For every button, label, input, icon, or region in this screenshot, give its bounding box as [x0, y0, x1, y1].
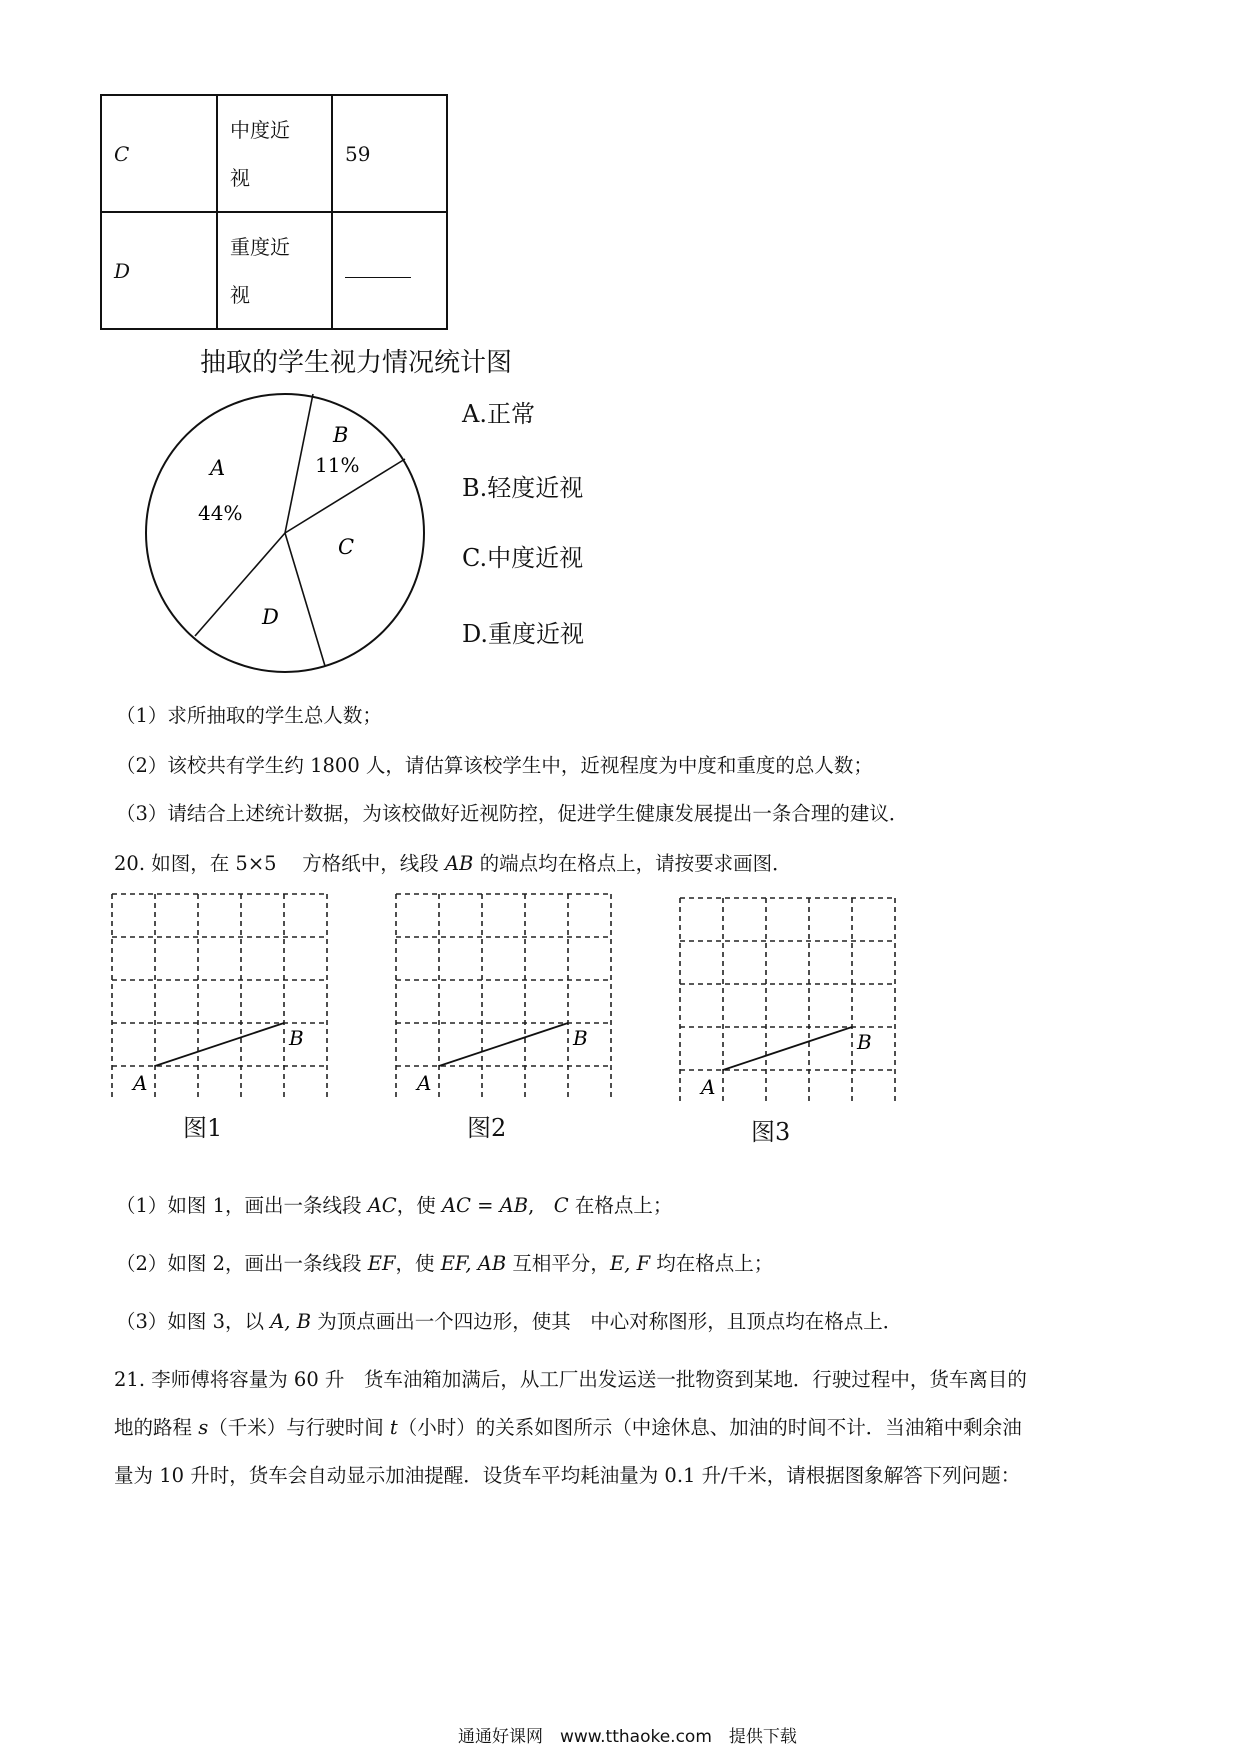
- slice-label-b: B: [333, 423, 349, 447]
- point-label-a: A: [133, 1071, 148, 1095]
- vision-table: [100, 94, 448, 330]
- text: ，使: [396, 1194, 442, 1217]
- q19-sub3: （3）请结合上述统计数据，为该校做好近视防控，促进学生健康发展提出一条合理的建议．: [116, 802, 909, 825]
- group-cell: C: [101, 95, 217, 212]
- math: AC: [367, 1194, 397, 1217]
- text: ,: [528, 1194, 554, 1217]
- math: AC = AB: [441, 1194, 529, 1217]
- slice-label-d: D: [262, 605, 279, 629]
- level-line: 中度近: [230, 117, 290, 142]
- slice-label-a: A: [210, 456, 226, 480]
- math: E, F: [609, 1252, 651, 1275]
- group-cell: D: [101, 212, 217, 329]
- legend-item-c: C.中度近视: [462, 544, 584, 572]
- level-line: 视: [230, 282, 250, 307]
- q21-line2: [114, 1412, 1022, 1440]
- legend-item-a: A.正常: [462, 400, 535, 428]
- text: （1）如图 1，画出一条线段: [116, 1194, 368, 1217]
- math: C: [553, 1194, 569, 1217]
- math: A, B: [270, 1310, 312, 1333]
- level-line: 视: [230, 165, 250, 190]
- text: ，使: [395, 1252, 441, 1275]
- legend-item-b: B.轻度近视: [462, 474, 584, 502]
- legend-item-d: D.重度近视: [462, 620, 585, 648]
- segment-ab: [155, 1023, 284, 1066]
- text: 互相平分，: [506, 1252, 610, 1275]
- q19-sub1: （1）求所抽取的学生总人数；: [116, 704, 382, 727]
- text: 在格点上；: [568, 1194, 673, 1217]
- chart-title: 抽取的学生视力情况统计图: [200, 348, 513, 378]
- point-label-b: B: [573, 1026, 588, 1050]
- point-label-b: B: [289, 1026, 304, 1050]
- q21-line3: 量为 10 升时，货车会自动显示加油提醒．设货车平均耗油量为 0.1 升/千米，请根据图象解答下列问题：: [114, 1464, 1021, 1487]
- text: （2）如图 2，画出一条线段: [116, 1252, 368, 1275]
- math: t: [389, 1416, 398, 1439]
- text: 均在格点上；: [650, 1252, 774, 1275]
- table-row: [101, 212, 447, 329]
- segment-ab: [723, 1027, 852, 1070]
- math: EF: [367, 1252, 396, 1275]
- text: 地的路程: [114, 1416, 199, 1439]
- grid-figure-3: [666, 892, 912, 1102]
- grid-figure-1: [98, 888, 344, 1098]
- level-cell: [217, 212, 332, 329]
- page-footer: 通通好课网 www.tthaoke.com 提供下载: [458, 1727, 797, 1747]
- level-cell: [217, 95, 332, 212]
- text: （3）如图 3，以: [116, 1310, 271, 1333]
- point-label-b: B: [857, 1030, 872, 1054]
- table-row: [101, 95, 447, 212]
- count-cell: [332, 212, 447, 329]
- text: （小时）的关系如图所示（中途休息、加油的时间不计．当油箱中剩余油: [397, 1416, 1022, 1439]
- segment-ab: [439, 1023, 568, 1066]
- q20-intro-math: AB: [444, 852, 474, 875]
- figure-caption-2: 图2: [467, 1114, 507, 1142]
- text: 为顶点画出一个四边形，使其 中心对称图形，且顶点均在格点上．: [311, 1310, 903, 1333]
- q20-intro-text: 20. 如图，在 5×5 方格纸中，线段: [114, 852, 445, 875]
- slice-percent-b: 11%: [315, 453, 360, 477]
- point-label-a: A: [417, 1071, 432, 1095]
- answer-blank: [345, 267, 411, 278]
- q20-sub2: [116, 1248, 773, 1276]
- count-cell: 59: [332, 95, 447, 212]
- figure-caption-1: 图1: [183, 1114, 223, 1142]
- pie-chart: [140, 388, 430, 678]
- grid-figure-2: [382, 888, 628, 1098]
- figure-caption-3: 图3: [751, 1118, 791, 1146]
- math: s: [198, 1416, 209, 1439]
- q21-line1: 21. 李师傅将容量为 60 升 货车油箱加满后，从工厂出发运送一批物资到某地．行驶过程中，货车离目的: [114, 1368, 1027, 1391]
- q20-sub3: [116, 1306, 902, 1334]
- point-label-a: A: [701, 1075, 716, 1099]
- q20-sub1: [116, 1190, 672, 1218]
- level-line: 重度近: [230, 234, 290, 259]
- q19-sub2: （2）该校共有学生约 1800 人，请估算该校学生中，近视程度为中度和重度的总人数；: [116, 754, 873, 777]
- slice-label-c: C: [338, 535, 355, 559]
- text: （千米）与行驶时间: [208, 1416, 390, 1439]
- q20-intro-text-2: 的端点均在格点上，请按要求画图．: [473, 852, 792, 875]
- math: EF, AB: [440, 1252, 507, 1275]
- q20-intro: [114, 848, 792, 876]
- slice-percent-a: 44%: [198, 501, 243, 525]
